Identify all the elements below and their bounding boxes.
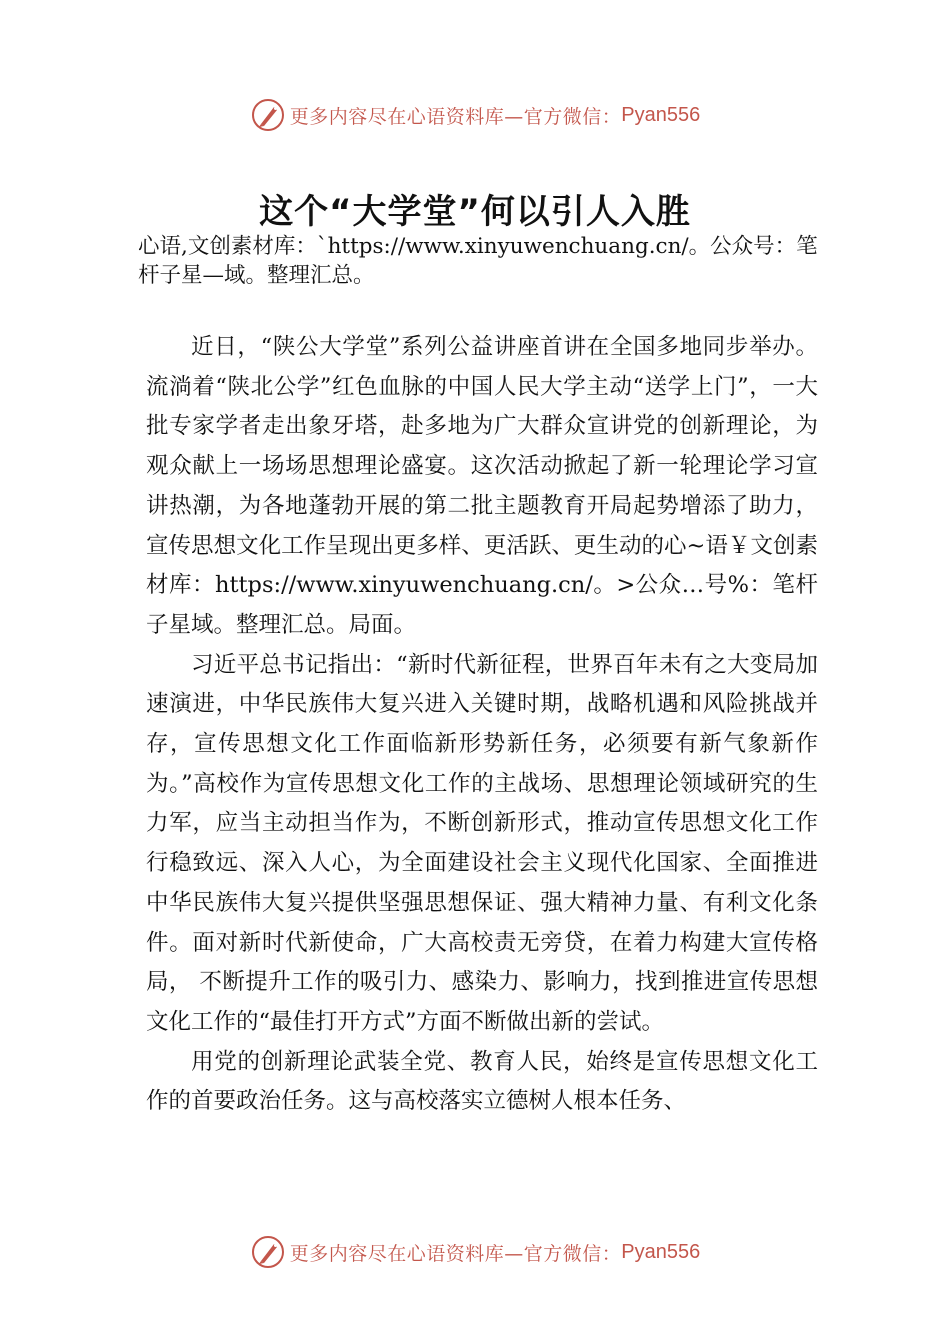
- footer-banner: [0, 1230, 950, 1274]
- pen-nib-logo-icon: [250, 97, 286, 133]
- document-body: [146, 328, 818, 1122]
- banner-wechat-id: Pyan556: [621, 1240, 701, 1263]
- banner-text: 更多内容尽在心语资料库—官方微信：: [289, 1242, 622, 1265]
- paragraph: 习近平总书记指出：“新时代新征程，世界百年未有之大变局加速演进，中华民族伟大复兴进入关键时期，战略机遇和风险挑战并存，宣传思想文化工作面临新形势新任务，必须要有新气象新作为。”高校作为宣传思想文化工作的主战场、思想理论领域研究的生力军，应当主动担当作为，不断创新形式，推动宣传思想文化工作行稳致远、深入人心，为全面建设社会主义现代化国家、全面推进中华民族伟大复兴提供坚强思想保证、强大精神力量、有利文化条件。面对新时代新使命，广大高校责无旁贷，在着力构建大宣传格局， 不断提升工作的吸引力、感染力、影响力，找到推进宣传思想文化工作的“最佳打开方式”方面不断做出新的尝试。: [146, 651, 818, 1035]
- banner-wechat-id: Pyan556: [621, 103, 701, 126]
- paragraph: 近日，“陕公大学堂”系列公益讲座首讲在全国多地同步举办。流淌着“陕北公学”红色血脉的中国人民大学主动“送学上门”，一大批专家学者走出象牙塔，赴多地为广大群众宣讲党的创新理论，为观众献上一场场思想理论盛宴。这次活动掀起了新一轮理论学习宣讲热潮，为各地蓬勃开展的第二批主题教育开局起势增添了助力，宣传思想文化工作呈现出更多样、更活跃、更生动的心~语￥文创素材库：https://www.xinyuwenchuang.cn/。>公众…号%：笔杆子星域。整理汇总。局面。: [146, 334, 818, 638]
- source-line: 心语,文创素材库：`https://www.xinyuwenchuang.cn/。公众号：笔杆子星—域。整理汇总。: [138, 234, 818, 288]
- document-title: 这个“大学堂”何以引人入胜: [259, 192, 691, 232]
- header-banner: [0, 93, 950, 137]
- banner-text: 更多内容尽在心语资料库—官方微信：: [289, 105, 622, 128]
- paragraph: 用党的创新理论武装全党、教育人民，始终是宣传思想文化工作的首要政治任务。这与高校落实立德树人根本任务、: [146, 1048, 818, 1115]
- pen-nib-logo-icon: [250, 1234, 286, 1270]
